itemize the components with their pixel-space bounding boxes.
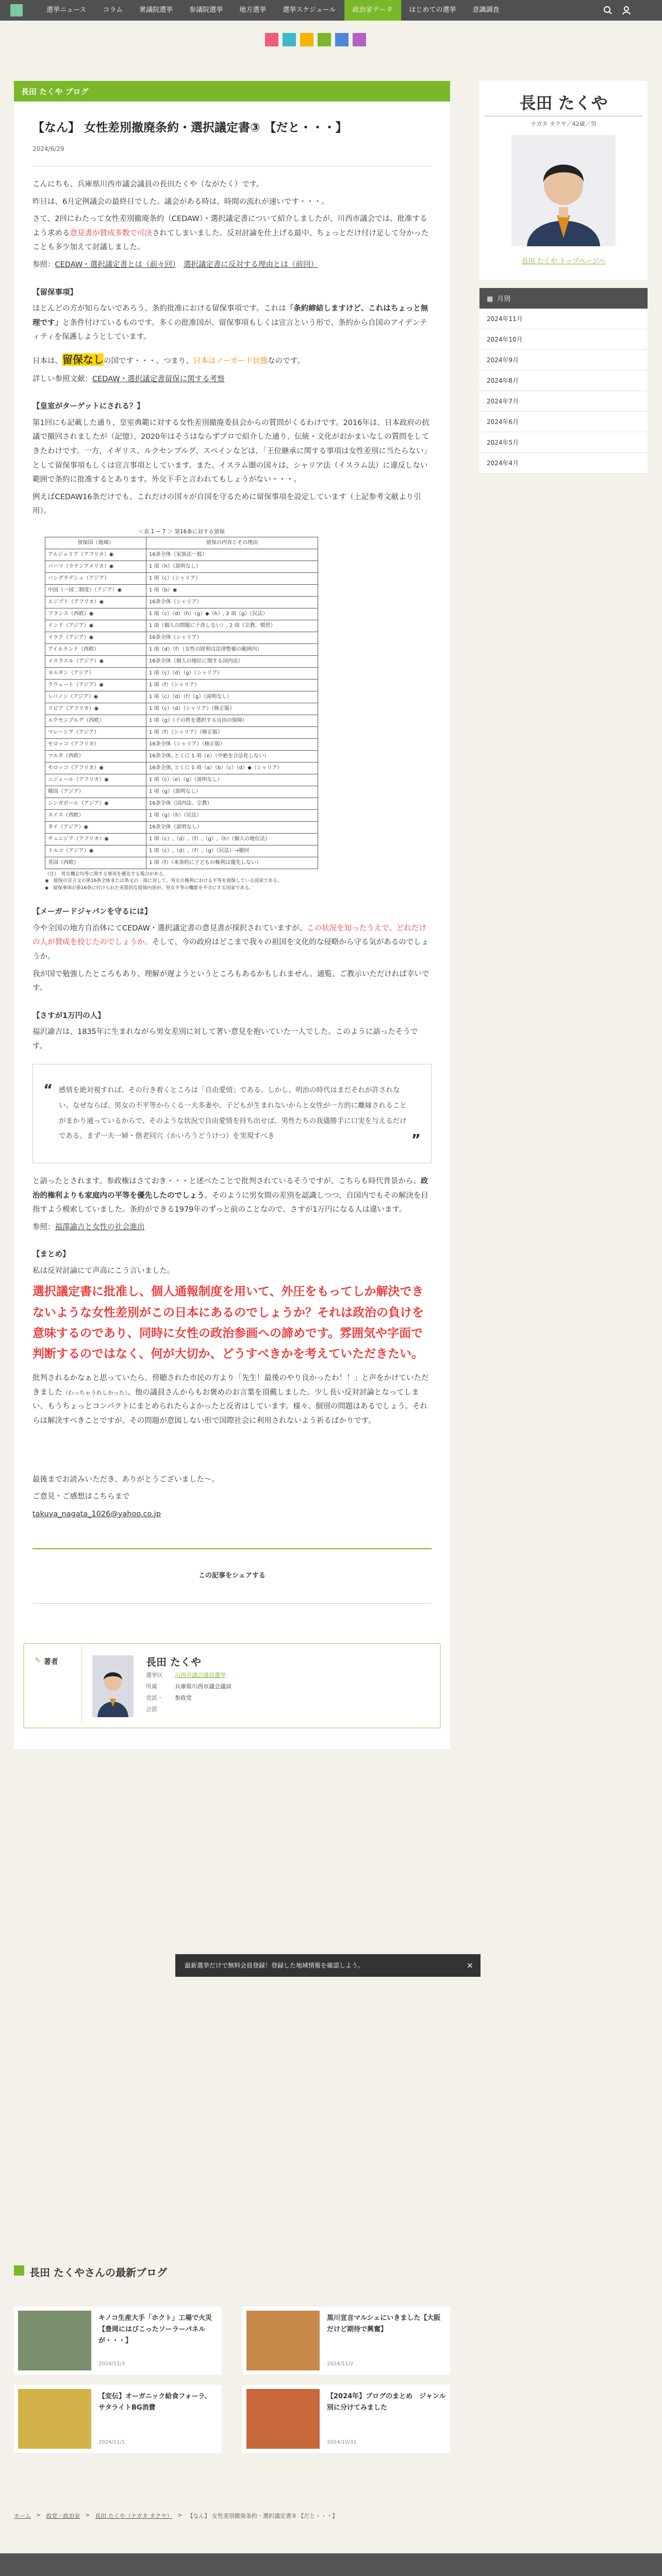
profile-photo <box>511 135 616 246</box>
sub-header <box>0 21 662 52</box>
table-cell: 16条全体, とくに 1 項（a）（b）（c）（d）◆（シャリア） <box>146 762 318 774</box>
blog-header: 長田 たくや ブログ <box>14 81 450 101</box>
paragraph: 私は反対討論にて声高にこう言いました。 <box>32 1266 175 1275</box>
blog-card-date: 2024/11/3 <box>98 2361 125 2367</box>
table-cell: 16条全体（シャリア）（修正版） <box>146 738 318 750</box>
table-row <box>45 726 318 738</box>
highlight-red: 意見書が賛成多数で可決 <box>70 229 152 238</box>
user-icon[interactable] <box>622 6 631 15</box>
table-cell: 1 項（f）（本条約に子どもの権利は優先しない） <box>146 857 318 869</box>
nav-item[interactable]: 地方選挙 <box>239 6 267 14</box>
open-quote-icon: “ <box>43 1081 53 1098</box>
blog-card-date: 2024/11/1 <box>98 2439 125 2445</box>
section-heading: 【まとめ】 <box>32 1250 70 1259</box>
month-link[interactable]: 2024年4月 <box>479 453 648 473</box>
profile-name: 長田 たくや <box>485 90 642 116</box>
table-row <box>45 643 318 655</box>
nav-icons <box>603 0 631 21</box>
blog-thumbnail <box>18 2311 91 2370</box>
month-link[interactable]: 2024年7月 <box>479 391 648 412</box>
table-cell: クウェート（アジア）◉ <box>45 679 146 691</box>
paragraph: 今や全国の地方自治体にてCEDAW・選択議定書の意見書が採択されていますが、この状況を知ったうえで、どれだけの人が賛成を投じたのでしょうか。そして、今の政府はどこまで我々の祖国を文化的な侵略から守る気があるのでしょうか。 <box>32 924 429 961</box>
color-swatch <box>353 33 366 46</box>
author-info <box>146 1654 231 1725</box>
table-cell: 16条全体（家族法一般） <box>146 549 318 561</box>
table-row <box>45 715 318 726</box>
table-cell: 中国（一国二制度）（アジア）◉ <box>45 584 146 596</box>
table-cell: 1 項（c）（d）（シャリア）（修正版） <box>146 703 318 715</box>
reservations-table <box>45 528 318 892</box>
color-swatch <box>265 33 278 46</box>
table-cell: チュニジア（アフリカ）◉ <box>45 833 146 845</box>
paragraph: と語ったとされます。参政権はさておき・・・と述べたことで批判されているそうですが、こちらも時代背景から、政治的権利よりも家庭内の平等を優先したのでしょう。そのように男女間の差別を認識しつつ、自国内でもその解決を目指すよう模索していました。条約ができる1979年のずっと前のことなので、さすが1万円になる人は違います。 <box>32 1177 428 1214</box>
month-link[interactable]: 2024年5月 <box>479 432 648 453</box>
table-row <box>45 584 318 596</box>
blog-card[interactable] <box>242 2307 450 2375</box>
section-heading: 【皇室がターゲットにされる？】 <box>32 402 144 411</box>
table-row <box>45 703 318 715</box>
reference-line: 参照：CEDAW・選択議定書とは（前々回） 選択議定書に反対する理由とは（前回） <box>32 261 318 269</box>
email-link[interactable]: takuya_nagata_1026@yahoo.co.jp <box>32 1510 161 1518</box>
footer-links <box>0 2553 662 2576</box>
blog-thumbnail <box>18 2389 91 2449</box>
table-row <box>45 679 318 691</box>
table-cell: 1 項（f）（シャリア）（修正版） <box>146 726 318 738</box>
table-cell: レバノン（アジア）◉ <box>45 691 146 703</box>
table-row <box>45 762 318 774</box>
table-note: （注） 男女機会均等に関する事項を優先する場合がある。 ◉ 留保の宣言文の第16条全体または条文の一部に対して、男女の権利における平等を留保している国家である。 ◆ 留保事項の第16条に付けられた実質的な留保内容が、男女平等の機能を不全にする国家である。 <box>45 871 283 891</box>
breadcrumb-item[interactable]: 長田 たくや（ナガタ タクヤ） <box>95 2513 173 2519</box>
table-cell: 1 項（c）（d）（f）（g）（説明なし） <box>146 691 318 703</box>
closing-line: 最後までお読みいただき、ありがとうございました〜。 <box>32 1475 219 1484</box>
intro-paragraph: さて、2回にわたって女性差別撤廃条約（CEDAW）・選択議定書について紹介しましたが、川西市議会では、批准するよう求める意見書が賛成多数で可決されてしまいました。反対討論を仕上げる最中、ちょっとだけ付け足して分かったことも多少加えて討議しました。 <box>32 215 429 252</box>
article <box>14 101 450 1616</box>
table-header: 留保国（地域） <box>45 537 146 549</box>
article-title: 【なん】 女性差別撤廃条約・選択議定書③ 【だと・・・】 <box>32 121 347 134</box>
table-cell: 韓国（アジア） <box>45 786 146 798</box>
latest-blogs <box>14 2264 450 2453</box>
table-row <box>45 549 318 561</box>
table-cell: 1 項（c）（d）（h）（g）◆（h）, 2 項（g）（民法） <box>146 608 318 620</box>
reference-line: 参照：福澤諭吉と女性の社会進出 <box>32 1223 145 1231</box>
author-name[interactable]: 長田 たくや <box>146 1656 201 1669</box>
table-cell: 1 項（g）（説明なし） <box>146 786 318 798</box>
section-heading: 【メーガードジャパンを守るには】 <box>32 908 152 917</box>
sidebar <box>479 81 648 473</box>
breadcrumb-item[interactable]: ホーム <box>14 2513 31 2519</box>
table-cell: イスラエル（アジア）◉ <box>45 655 146 667</box>
blog-card-title: キノコ生産大手「ホクト」工場で火災【豊岡にはびこったソーラーパネルが・・・】 2024/11/3 <box>91 2311 218 2370</box>
closing <box>32 1473 432 1522</box>
table-cell: アイルランド（西欧） <box>45 643 146 655</box>
table-cell: 16条全体（シャリア） <box>146 596 318 608</box>
color-bar <box>265 33 366 46</box>
breadcrumb <box>14 2512 338 2520</box>
table-cell: 1 項（c）,（d）,（f）,（g）（民法）→撤回 <box>146 845 318 857</box>
nav-item[interactable]: 選挙ニュース <box>46 6 87 14</box>
table-row <box>45 833 318 845</box>
table-cell: インド（アジア）◉ <box>45 620 146 632</box>
nav-item[interactable]: 選挙スケジュール <box>283 6 336 14</box>
section-reservations <box>32 286 432 387</box>
month-link[interactable]: 2024年10月 <box>479 329 648 350</box>
table-cell: タイ（アジア）◉ <box>45 821 146 833</box>
pen-icon: ✎ <box>35 1656 41 1665</box>
table-row <box>45 608 318 620</box>
table-cell: 16条全体（説明なし） <box>146 821 318 833</box>
table-cell: 16条全体, とくに 1 項（e）（中絶を合法化しない） <box>146 750 318 762</box>
table-cell: アルジェリア（アフリカ）◉ <box>45 549 146 561</box>
author-box <box>23 1643 441 1728</box>
breadcrumb-separator: > <box>36 2512 41 2518</box>
table-cell: リビア（アフリカ）◉ <box>45 703 146 715</box>
table-row <box>45 572 318 584</box>
color-swatch <box>283 33 296 46</box>
table-row <box>45 845 318 857</box>
section-heading: 【さすが1万円の人】 <box>32 1011 105 1020</box>
blog-card-title: 【変伝】オーガニック給食フォーラ、サタライトBG消費 2024/11/1 <box>91 2389 218 2449</box>
table-cell: 1 項（c）（d）（g）（シャリア） <box>146 667 318 679</box>
table-row <box>45 857 318 869</box>
color-swatch <box>300 33 313 46</box>
calendar-icon: ▦ <box>487 295 493 303</box>
profile-top-link[interactable]: 長田 たくや トップページへ <box>521 258 606 265</box>
table-row <box>45 596 318 608</box>
table-row <box>45 561 318 572</box>
toast-text: 最新選挙だけで無料会員登録！登録した地域情報を確認しよう。 <box>185 1962 365 1969</box>
month-link[interactable]: 2024年8月 <box>479 370 648 391</box>
quote-text: 感情を絶対視すれば、その行き着くところは「自由愛情」である。しかし、明治の時代はまだそれが許されない。なぜならば、男女の不平等からくる一夫多妻や、子どもが生まれないからと女性が一方的に離縁されることがまかり通っているからで、そのような状況で自由愛情を持ち出せば、男性たちの我儘勝手に口実を与えるだけである。まず一夫一婦・偕老同穴（かいろうどうけつ）を実現すべき <box>59 1086 407 1141</box>
table-row <box>45 750 318 762</box>
ref-link-previous[interactable]: 選択議定書に反対する理由とは（前回） <box>183 261 318 269</box>
blog-card-title: 黒川宣言マルシェにいきました【大阪だけど期待で興奮】 2024/11/2 <box>320 2311 446 2370</box>
table-cell: マルタ（西欧） <box>45 750 146 762</box>
table-cell: フランス（西欧）◉ <box>45 608 146 620</box>
blog-card-date: 2024/11/2 <box>327 2361 354 2367</box>
section-fukuzawa <box>32 1009 432 1235</box>
blog-thumbnail <box>246 2311 320 2370</box>
breadcrumb-separator: > <box>85 2512 90 2518</box>
blog-card-date: 2024/10/31 <box>327 2439 357 2445</box>
table-cell: 1 項（c）,（d）,（f）,（g）,（h）（個人の地位法） <box>146 833 318 845</box>
month-link[interactable]: 2024年9月 <box>479 350 648 370</box>
table-cell: 1 項（h）（説明なし） <box>146 561 318 572</box>
table-cell: 1 項（g）（h）（民法） <box>146 809 318 821</box>
table-cell: マレーシア（アジア） <box>45 726 146 738</box>
breadcrumb-item[interactable]: 政党・政治家 <box>46 2513 80 2519</box>
nav-item[interactable]: 意識調査 <box>472 6 500 14</box>
close-icon[interactable]: × <box>466 1960 473 1970</box>
blog-thumbnail <box>246 2389 320 2449</box>
author-district-link[interactable]: 川西市議会議員選挙 <box>175 1672 226 1679</box>
section-summary <box>32 1248 432 1428</box>
ref-link-previous-previous[interactable]: CEDAW・選択議定書とは（前々回） <box>55 261 176 269</box>
blockquote <box>32 1064 432 1163</box>
reference-line: 詳しい参照文献：CEDAW・選択議定書留保に関する考察 <box>32 375 225 383</box>
monthly-archive <box>479 288 648 473</box>
intro-line: こんにちも、兵庫県川西市議会議員の長田たくや（ながたく）です。 <box>32 180 264 189</box>
nav-item[interactable]: 衆議院選挙 <box>139 6 173 14</box>
table-cell: 16条全体（個人の地位に関する国内法） <box>146 655 318 667</box>
table-cell: 1 項（個人の問題に干渉しない）, 2 項（宗教、慣習） <box>146 620 318 632</box>
nav-links <box>38 0 508 21</box>
paragraph: ほとんどの方が知らないであろう、条約批准における留保事項です。これは「条約締結しますけど、これはちょっと無理です」と条件付けているものです。多くの批准国が、留保事項もしくは宣言という形で、条約から自国のアイデンティティを保護しようとしています。 <box>32 304 428 342</box>
table-cell: 英国（西欧） <box>45 857 146 869</box>
blog-card[interactable] <box>14 2307 222 2375</box>
table-cell: バハマ（ラテンアメリカ）◉ <box>45 561 146 572</box>
paragraph: 日本は、留保なしの国です・・・。つまり、日本はノーガード状態なのです。 <box>32 353 305 366</box>
table-cell: 1 項（g）（子の姓を選択する自由の保障） <box>146 715 318 726</box>
table-cell: 1 項（d）（f）（女性の財利は法律整備の範囲内） <box>146 643 318 655</box>
article-date: 2024/6/29 <box>32 143 432 167</box>
table-row <box>45 691 318 703</box>
table-row <box>45 774 318 786</box>
search-icon[interactable] <box>603 6 613 15</box>
latest-heading: 長田 たくやさんの最新ブログ <box>14 2264 450 2284</box>
site-logo[interactable] <box>10 4 23 16</box>
color-swatch <box>318 33 331 46</box>
table-row <box>45 798 318 809</box>
section-heading: 【留保事項】 <box>32 288 77 297</box>
table-cell: 1 項（c）（シャリア） <box>146 572 318 584</box>
breadcrumb-item: 【なん】 女性差別撤廃条約・選択議定書③ 【だと・・・】 <box>187 2513 338 2519</box>
closing-line: ご意見・ご感想はこちらまで <box>32 1493 130 1501</box>
author-row: 党派・会派 参政党 <box>146 1694 192 1713</box>
table-header: 留保の内容とその理由 <box>146 537 318 549</box>
table-cell: イラク（アジア）◉ <box>45 632 146 643</box>
blog-icon <box>14 2265 24 2276</box>
paragraph: 例えばCEDAW16条だけでも、これだけの国々が自国を守るために留保事項を設定しています（上記参考文献より引用）。 <box>32 493 421 516</box>
blog-card-title: 【2024年】ブログのまとめ ジャンル別に分けてみました 2024/10/31 <box>320 2389 446 2449</box>
nav-item[interactable]: はじめての選挙 <box>409 6 456 14</box>
table-cell: スイス（西欧） <box>45 809 146 821</box>
table-row <box>45 738 318 750</box>
table-cell: ヨルダン（アジア） <box>45 667 146 679</box>
author-label: ✎ 著者 <box>24 1646 82 1725</box>
month-link[interactable]: 2024年11月 <box>479 309 648 329</box>
table-row <box>45 809 318 821</box>
main-column <box>14 81 450 1749</box>
table-cell: 16条全体（シャリア） <box>146 632 318 643</box>
ref-link-fukuzawa[interactable]: 福澤諭吉と女性の社会進出 <box>55 1223 145 1231</box>
paragraph: 福沢諭吉は、1835年に生まれながら男女差別に対して著い意見を抱いていた一人でした。このように語ったそうです。 <box>32 1028 418 1050</box>
table-row <box>45 786 318 798</box>
table-cell: 16条全体（国内法、宗教） <box>146 798 318 809</box>
emphasis-statement: 選択議定書に批准し、個人通報制度を用いて、外圧をもってしか解決できないような女性差別がこの日本にあるのでしょうか？それは政治の負けを意味するのであり、同時に女性の政治参画への諦めです。雰囲気や字面で判断するのではなく、何が大切か、どうすべきかを考えていただきたい。 <box>32 1285 424 1361</box>
breadcrumb-separator: > <box>177 2512 183 2518</box>
table-cell: シンガポール（アジア）◉ <box>45 798 146 809</box>
table-cell: 1 項（f）（シャリア） <box>146 679 318 691</box>
table-cell: バングラデシュ（アジア） <box>45 572 146 584</box>
table-cell: モロッコ（アフリカ）◉ <box>45 762 146 774</box>
table-cell: エジプト（アフリカ）◉ <box>45 596 146 608</box>
paragraph: 批判されるかなぁと思っていたら、傍聴された市民の方より「先生！最後のやり良かったわ！！」と声をかけていただきました（わっちゃうれしかった）。他の議員さんからもお褒めのお言葉を頂戴しました。少し長い反対討論となってしまい、もうちょっとコンパクトにまとめられたらよかったと反省はしています。様々、個別の問題はあるでしょう。それらは解決すべきことですが、その問題が意図しない形で国際社会に利用されないよう祈るばかりです。 <box>32 1374 429 1425</box>
table-cell: ルクセンブルグ（西欧） <box>45 715 146 726</box>
profile-card <box>479 81 648 280</box>
table-row <box>45 620 318 632</box>
table-cell: ニジェール（アフリカ）◉ <box>45 774 146 786</box>
table-cell: 1 項（c）（e）（g）（説明なし） <box>146 774 318 786</box>
section-no-guard <box>32 905 432 995</box>
table-row <box>45 655 318 667</box>
highlight-yellow: 留保なし <box>62 353 104 366</box>
monthly-header: ▦ 月別 <box>479 288 648 309</box>
month-link[interactable]: 2024年6月 <box>479 412 648 432</box>
table-title: ＜表 1 − 7 ＞ 第16条に対する留保 <box>138 528 225 535</box>
top-nav <box>0 0 662 21</box>
paragraph: 第1回にも記載した通り、皇室典範に対する女性差別撤廃委員会からの質問がくるわけです。2016年は、日本政府の抗議で撤回されましたが（記憶）、2020年はそうはならずプロで紹介した通り、伝統・文化がおかまいなしの質問をしてきたわけです。一方、イギリス、ルクセンブルグ、スペインなどは、「王位継承に関する事項は女性差別に当たらない」として留保事項もしくは宣言事項としています。また、イスラム圏の国々は、シャリア法（イスラム法）に違反しない範囲で条約に批准するとあります。外交下手と言われてもしょうがない・・・。 <box>32 418 431 484</box>
close-quote-icon: ” <box>411 1131 421 1148</box>
blog-card[interactable] <box>242 2385 450 2453</box>
intro-line: 昨日は、6月定例議会の最終日でした。議会がある時は、時間の流れが速いです・・・。 <box>32 197 329 206</box>
blog-card[interactable] <box>14 2385 222 2453</box>
profile-sub: ナガタ タクヤ／42歳／男 <box>531 121 597 127</box>
table-cell: モロッコ（アフリカ） <box>45 738 146 750</box>
paragraph: 我が国で勉強したところもあり、理解が遅ようというところもあるかもしれません。通覧、ご教示いただければ幸いです。 <box>32 970 429 993</box>
author-row: 所属 兵庫県川西市議会議員 <box>146 1683 231 1690</box>
table-cell: 1 項（b）◉ <box>146 584 318 596</box>
table-row <box>45 632 318 643</box>
table-row <box>45 821 318 833</box>
nav-item[interactable]: コラム <box>103 6 123 14</box>
nav-item[interactable]: 政治家データ <box>344 0 401 21</box>
author-row: 選挙区 川西市議会議員選挙 <box>146 1670 231 1681</box>
color-swatch <box>335 33 349 46</box>
table-row <box>45 667 318 679</box>
footer <box>0 2553 662 2576</box>
share-label: この記事をシェアする <box>198 1572 266 1580</box>
notification-toast[interactable] <box>175 1954 481 1977</box>
section-imperial <box>32 400 432 518</box>
nav-item[interactable]: 参議院選挙 <box>189 6 223 14</box>
ref-link-reservations[interactable]: CEDAW・選択議定書留保に関する考察 <box>92 375 225 383</box>
share-section <box>32 1548 432 1604</box>
table-cell: トルコ（アジア）◉ <box>45 845 146 857</box>
author-avatar[interactable] <box>92 1655 134 1717</box>
